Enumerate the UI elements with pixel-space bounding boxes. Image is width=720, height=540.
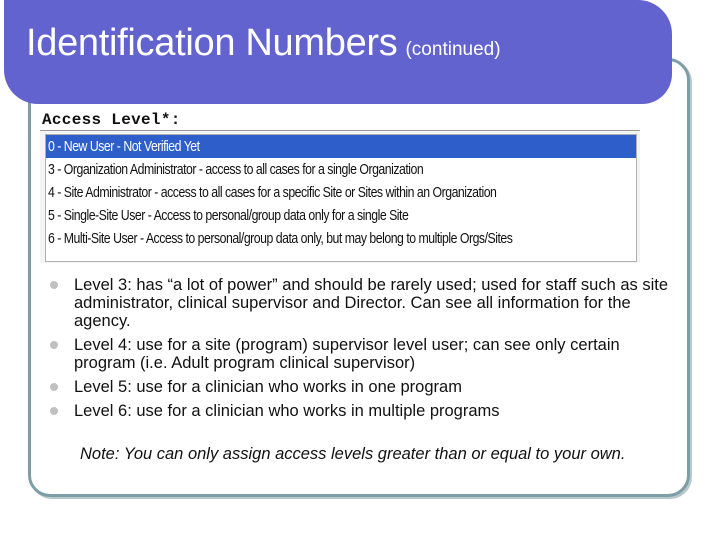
access-level-label: Access Level*: <box>42 111 181 129</box>
bullet-text: Level 6: use for a clinician who works in multiple programs <box>74 402 500 420</box>
slide-title: Identification Numbers <box>26 22 398 64</box>
access-option-label: 0 - New User - Not Verified Yet <box>48 138 200 155</box>
note-text: Note: You can only assign access levels greater than or equal to your own. <box>80 445 626 463</box>
list-item <box>50 402 670 420</box>
title-banner <box>4 0 672 104</box>
access-option-label: 5 - Single-Site User - Access to personal/group data only for a single Site <box>48 207 409 224</box>
level-bullet-list <box>50 276 670 426</box>
bullet-text: Level 3: has “a lot of power” and should be rarely used; used for staff such as site administrator, clinical supervisor and Director. Can see all information for the agency. <box>74 276 669 330</box>
bullet-text: Level 4: use for a site (program) supervisor level user; can see only certain program (i.e. Adult program clinical supervisor) <box>74 336 620 372</box>
bullet-icon <box>50 341 58 349</box>
access-option-label: 6 - Multi-Site User - Access to personal/group data only, but may belong to multiple Orgs/Sites <box>48 230 513 247</box>
access-level-listbox[interactable] <box>45 134 637 262</box>
access-option-label: 3 - Organization Administrator - access to all cases for a single Organization <box>48 161 424 178</box>
slide-subtitle: (continued) <box>405 39 501 60</box>
access-option-5[interactable] <box>46 204 636 227</box>
access-level-select[interactable] <box>40 130 640 263</box>
access-option-4[interactable] <box>46 181 636 204</box>
list-item <box>50 336 670 372</box>
access-option-0[interactable] <box>46 135 636 158</box>
bullet-icon <box>50 281 58 289</box>
list-item <box>50 378 670 396</box>
access-option-label: 4 - Site Administrator - access to all cases for a specific Site or Sites within an Organization <box>48 184 497 201</box>
list-item <box>50 276 670 330</box>
bullet-icon <box>50 407 58 415</box>
bullet-icon <box>50 383 58 391</box>
access-option-3[interactable] <box>46 158 636 181</box>
bullet-text: Level 5: use for a clinician who works in one program <box>74 378 462 396</box>
access-option-6[interactable] <box>46 227 636 250</box>
